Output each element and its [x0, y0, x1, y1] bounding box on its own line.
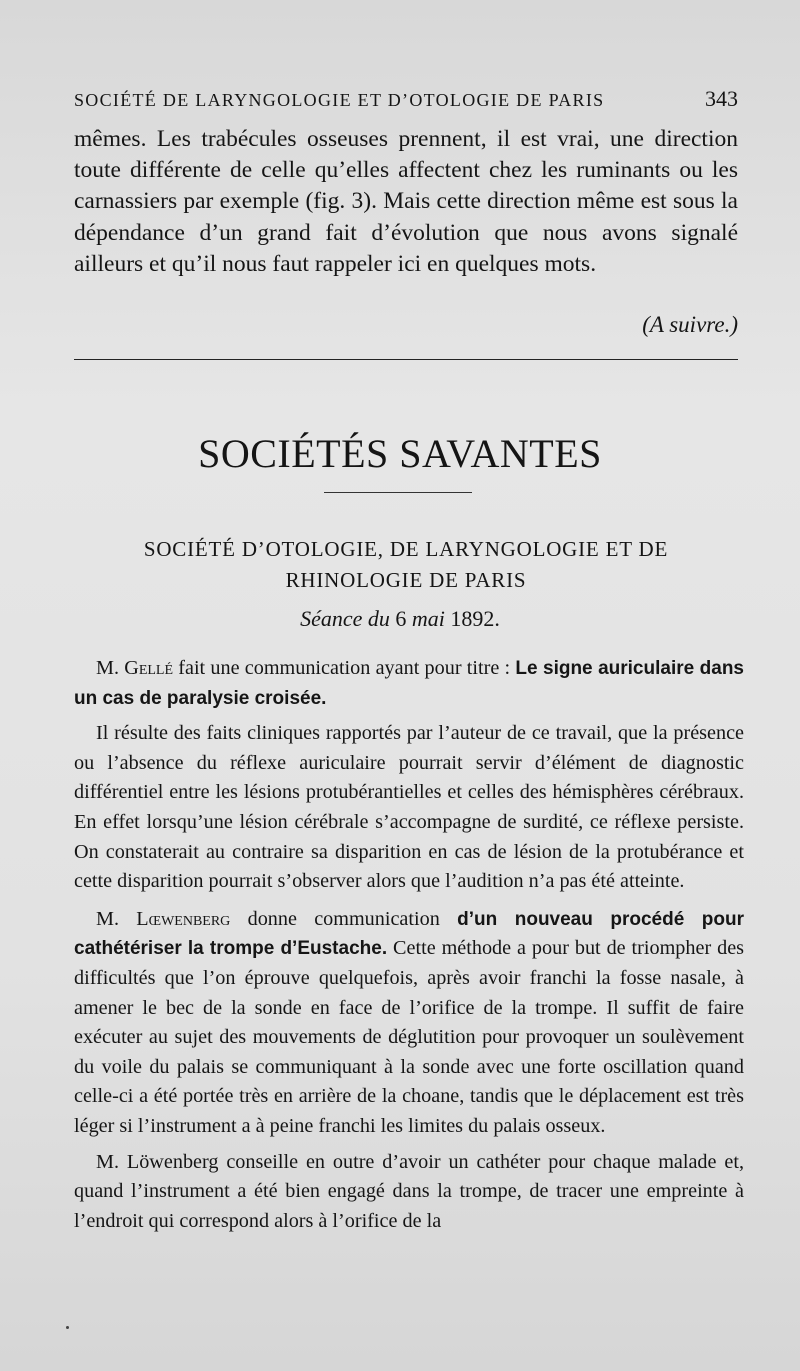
loewenberg-title: d’un nouveau procédé pour cathétériser la trompe d’Eustache. [74, 908, 745, 960]
society-heading: SOCIÉTÉ D’OTOLOGIE, DE LARYNGOLOGIE ET DE RHINOLOGIE DE PARIS [143, 537, 669, 592]
seance-month: mai [411, 606, 445, 631]
running-header [74, 86, 738, 112]
paragraph-gelle [74, 654, 744, 713]
gelle-title: Le signe auriculaire dans un cas de paralysie croisée. [74, 658, 744, 709]
author-loewenberg: Lœwenberg [136, 907, 231, 930]
loewenberg-rest: Cette méthode a pour but de triompher des difficultés que l’on éprouve quelquefois, après avoir franchi la fosse nasale, à amener le bec de la sonde en face de l’orifice de la trompe. Il suffit de faire exécuter au sujet des mouvements de déglutition pour provoquer un soulèvement du voile du palais se communiquant à la sonde avec une forte oscillation quand celle-ci a été portée très en arrière de la choane, tandis que le déplacement est très léger si l’instrument a à peine franchi les limites du palais osseux. [74, 937, 745, 1137]
title-underline [324, 492, 472, 493]
page-speck [66, 1326, 69, 1329]
gelle-prefix: M. [96, 657, 119, 679]
section-divider [74, 359, 738, 360]
seance-date [0, 606, 800, 632]
intro-paragraph [74, 124, 738, 280]
author-gelle: Gellé [124, 657, 174, 679]
paragraph-results: Il résulte des faits cliniques rapportés par l’auteur de ce travail, que la présence ou l’absence du réflexe auriculaire pourrait servir d’élément de diagnostic différentiel entre les lésions protubérantielles et celles des hémisphères cérébraux. En effet lorsqu’une lésion cérébrale s’accompagne de surdité, ce réflexe persiste. On constaterait au contraire sa disparition en cas de lésion de la protubérance et cette disparition pourrait s’observer alors que l’audition n’a pas été atteinte. [74, 722, 744, 893]
gelle-text: fait une communication ayant pour titre : [178, 657, 511, 679]
section-title: SOCIÉTÉS SAVANTES [198, 431, 602, 476]
seance-label: Séance du [300, 606, 390, 631]
seance-day: 6 [395, 606, 407, 631]
article-body [74, 654, 744, 1242]
loewenberg-prefix: M. [96, 907, 119, 930]
page-number: 343 [705, 86, 738, 111]
paragraph-loewenberg [74, 905, 744, 1142]
running-title: SOCIÉTÉ DE LARYNGOLOGIE ET D’OTOLOGIE DE PARIS [74, 90, 605, 110]
loewenberg-text: donne communication [247, 907, 440, 930]
continued-note: (A suivre.) [642, 312, 738, 337]
intro-text: mêmes. Les trabécules osseuses prennent, il est vrai, une direction toute différente de celle qu’elles affectent chez les ruminants ou les carnassiers par exemple (fig. 3). Mais cette direction même est sous la dépendance d’un grand fait d’évolution que nous avons signalé ailleurs et qu’il nous faut rappeler ici en quelques mots. [74, 126, 738, 277]
seance-year: 1892. [450, 606, 500, 631]
paragraph-catheter: M. Löwenberg conseille en outre d’avoir un cathéter pour chaque malade et, quand l’instrument a été bien engagé dans la trompe, de tracer une empreinte à l’endroit qui correspond alors à l’orifice de la [74, 1150, 744, 1232]
